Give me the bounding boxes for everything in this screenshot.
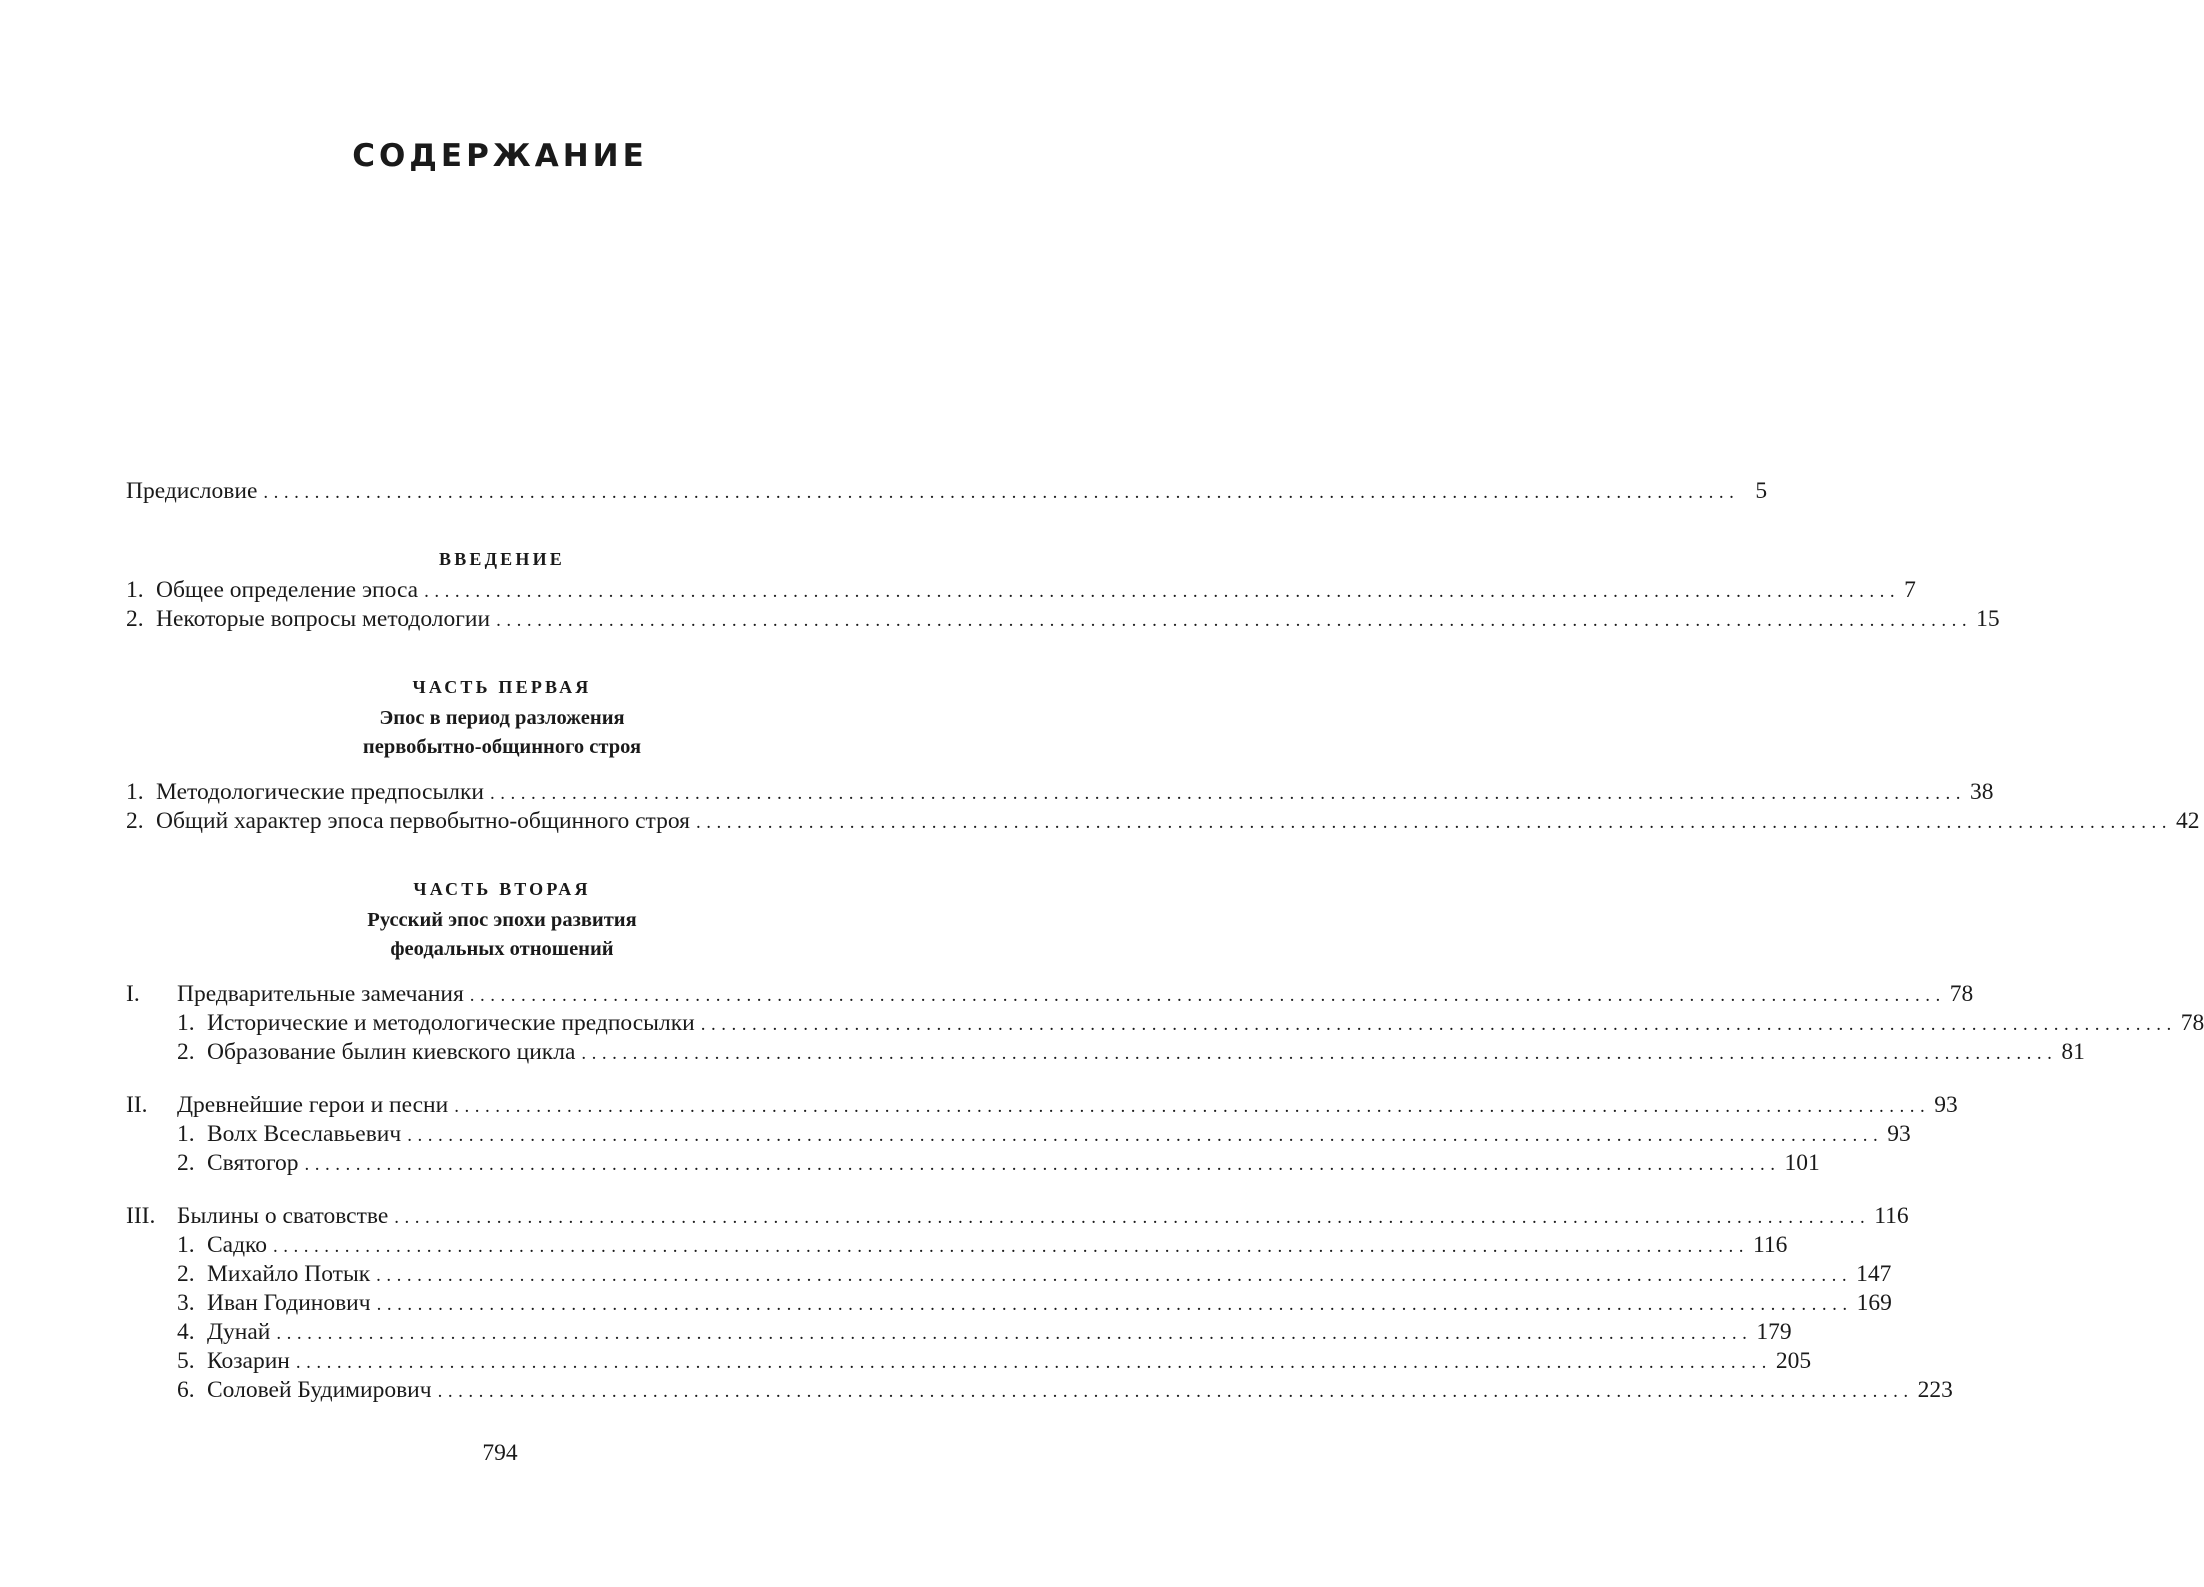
entry-page: 38 [1969,779,1994,805]
table-of-contents [126,477,2204,1405]
entry-number: 2. [126,808,144,834]
entry-roman-number: III. [126,1203,156,1229]
entry-number: 2. [126,606,144,632]
toc-entry[interactable] [126,1376,1953,1405]
entry-title: Святогор [207,1150,299,1176]
entry-number: 1. [177,1010,195,1036]
entry-page: 101 [1784,1150,1820,1176]
dot-leader: ................................................................................................................................................ [407,1125,1884,1146]
entry-page: 15 [1976,606,2000,632]
entry-number: 4. [177,1319,195,1345]
section-label-intro: ВВЕДЕНИЕ [438,549,565,569]
toc-entry[interactable] [126,576,1916,605]
entry-number: 5. [177,1348,195,1374]
entry-page: 223 [1917,1377,1953,1403]
entry-title: Некоторые вопросы методологии [156,606,491,632]
entry-title: Садко [207,1232,268,1258]
entry-number: 2. [177,1261,195,1287]
entry-number: 6. [177,1377,195,1403]
entry-title: Предварительные замечания [177,981,464,1007]
entry-page: 169 [1856,1290,1892,1316]
toc-group-entry[interactable] [126,1091,1958,1120]
toc-entry[interactable] [126,1231,1788,1260]
dot-leader: ................................................................................................................................................ [394,1207,1871,1228]
toc-entry[interactable] [126,1009,2204,1038]
dot-leader: ................................................................................................................................................ [376,1265,1853,1286]
toc-entry[interactable] [126,1347,1812,1376]
entry-title: Общий характер эпоса первобытно-общинного строя [156,808,690,834]
entry-title: Дунай [207,1319,271,1345]
dot-leader: ................................................................................................................................................ [700,1014,2177,1035]
dot-leader: ................................................................................................................................................ [276,1323,1753,1344]
dot-leader: ................................................................................................................................................ [295,1352,1772,1373]
entry-number: 2. [177,1039,195,1065]
toc-group-entry[interactable] [126,1202,1909,1231]
entry-title: Общее определение эпоса [156,577,419,603]
entry-number: 1. [177,1121,195,1147]
toc-entry[interactable] [126,1318,1792,1347]
dot-leader: ................................................................................................................................................ [424,581,1901,602]
entry-title: Волх Всеславьевич [207,1121,402,1147]
entry-page: 93 [1934,1092,1958,1118]
toc-entry[interactable] [126,807,2200,836]
section-label-part2: ЧАСТЬ ВТОРАЯ [413,879,591,899]
dot-leader: ................................................................................................................................................ [304,1154,1781,1175]
dot-leader: ................................................................................................................................................ [469,985,1946,1006]
page-number: 794 [482,1440,518,1466]
page-title: СОДЕРЖАНИЕ [352,138,648,174]
dot-leader: ................................................................................................................................................ [437,1381,1914,1402]
entry-number: 1. [177,1232,195,1258]
dot-leader: ................................................................................................................................................ [496,610,1973,631]
dot-leader: ................................................................................................................................................ [695,812,2172,833]
section-subtitle: феодальных отношений [390,938,614,960]
entry-title: Былины о сватовстве [177,1203,389,1229]
dot-leader: ................................................................................................................................................ [489,783,1966,804]
entry-page: 78 [2180,1010,2204,1036]
entry-title: Иван Годинович [207,1290,371,1316]
entry-page: 5 [1755,478,1768,504]
entry-number: 3. [177,1290,195,1316]
toc-entry[interactable] [126,605,2000,634]
toc-entry[interactable] [126,1260,1892,1289]
dot-leader: ................................................................................................................................................ [376,1294,1853,1315]
entry-roman-number: I. [126,981,140,1007]
entry-title: Древнейшие герои и песни [177,1092,449,1118]
section-label-part1: ЧАСТЬ ПЕРВАЯ [412,677,592,697]
section-subtitle: Эпос в период разложения [379,707,625,729]
entry-page: 116 [1753,1232,1788,1258]
dot-leader: ................................................................................................................................................ [273,1236,1750,1257]
toc-entry-preface[interactable] [126,477,1768,506]
toc-group-entry[interactable] [126,980,1974,1009]
entry-page: 93 [1887,1121,1911,1147]
entry-page: 78 [1949,981,1974,1007]
entry-roman-number: II. [126,1092,148,1118]
entry-page: 81 [2061,1039,2085,1065]
entry-title: Образование былин киевского цикла [207,1039,576,1065]
entry-title: Исторические и методологические предпосылки [207,1010,695,1036]
section-subtitle: Русский эпос эпохи развития [367,909,637,931]
dot-leader: ................................................................................................................................................ [263,482,1740,503]
toc-entry[interactable] [126,1038,2085,1067]
entry-page: 179 [1756,1319,1792,1345]
toc-entry[interactable] [126,778,1994,807]
entry-number: 1. [126,577,144,603]
dot-leader: ................................................................................................................................................ [581,1043,2058,1064]
entry-number: 1. [126,779,144,805]
toc-entry[interactable] [126,1289,1892,1318]
entry-number: 2. [177,1150,195,1176]
entry-title: Соловей Будимирович [207,1377,432,1403]
entry-page: 7 [1904,577,1916,603]
entry-page: 42 [2175,808,2200,834]
toc-entry[interactable] [126,1120,1911,1149]
entry-title: Козарин [207,1348,290,1374]
entry-title: Методологические предпосылки [156,779,484,805]
section-subtitle: первобытно-общинного строя [362,736,642,758]
entry-page: 116 [1874,1203,1909,1229]
entry-page: 147 [1856,1261,1892,1287]
toc-entry[interactable] [126,1149,1820,1178]
entry-page: 205 [1775,1348,1812,1374]
entry-title: Предисловие [126,478,258,504]
dot-leader: ................................................................................................................................................ [454,1096,1931,1117]
entry-title: Михайло Потык [207,1261,371,1287]
